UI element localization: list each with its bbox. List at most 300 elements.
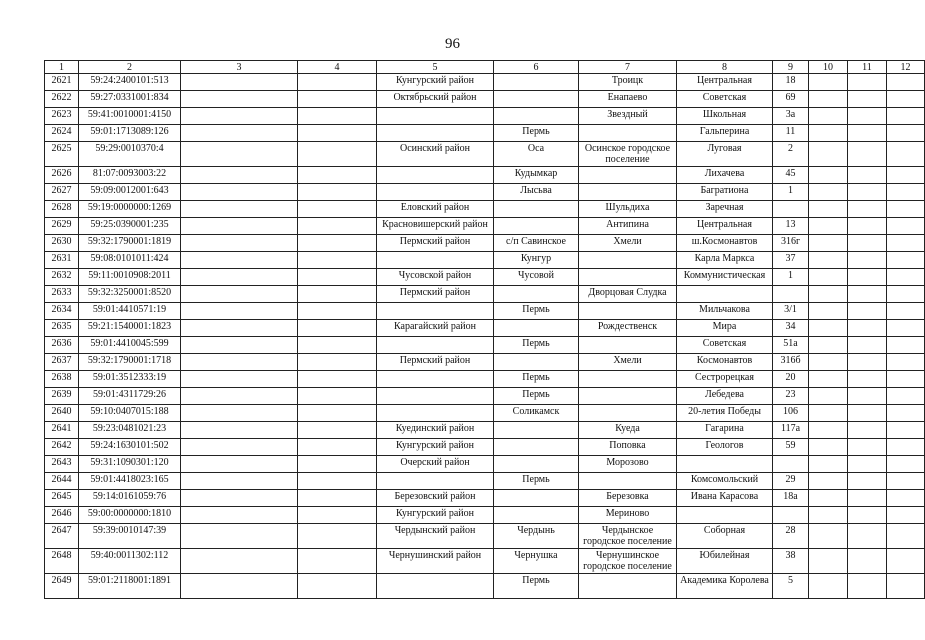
- cell-district: Очерский район: [377, 456, 494, 473]
- cell-col-12: [887, 252, 925, 269]
- cell-cadastral-number: 59:41:0010001:4150: [79, 108, 181, 125]
- cell-district: [377, 167, 494, 184]
- cell-city: Пермь: [494, 574, 579, 599]
- cell-col-11: [848, 549, 887, 574]
- cell-district: [377, 303, 494, 320]
- cell-col-12: [887, 507, 925, 524]
- cell-col-11: [848, 439, 887, 456]
- cell-col-10: [809, 108, 848, 125]
- table-row: [45, 201, 925, 218]
- cell-col-3: [181, 490, 298, 507]
- cell-cadastral-number: 81:07:0093003:22: [79, 167, 181, 184]
- cell-district: Осинский район: [377, 142, 494, 167]
- cell-col-3: [181, 125, 298, 142]
- cell-settlement: [579, 184, 677, 201]
- cell-col-3: [181, 184, 298, 201]
- cell-city: Пермь: [494, 337, 579, 354]
- cell-row-number: 2632: [45, 269, 79, 286]
- cell-cadastral-number: 59:19:0000000:1269: [79, 201, 181, 218]
- cell-col-10: [809, 507, 848, 524]
- cell-col-12: [887, 337, 925, 354]
- cell-col-11: [848, 473, 887, 490]
- table-row: [45, 354, 925, 371]
- cell-district: Куединский район: [377, 422, 494, 439]
- cell-city: [494, 201, 579, 218]
- cell-settlement: Осинское городское поселение: [579, 142, 677, 167]
- cell-col-11: [848, 218, 887, 235]
- cell-row-number: 2625: [45, 142, 79, 167]
- cell-col-10: [809, 125, 848, 142]
- table-row: [45, 303, 925, 320]
- cell-district: [377, 388, 494, 405]
- cell-row-number: 2622: [45, 91, 79, 108]
- cell-col-12: [887, 167, 925, 184]
- cell-col-3: [181, 235, 298, 252]
- cell-col-12: [887, 201, 925, 218]
- cell-row-number: 2630: [45, 235, 79, 252]
- cell-col-12: [887, 142, 925, 167]
- cell-cadastral-number: 59:25:0390001:235: [79, 218, 181, 235]
- cell-city: [494, 507, 579, 524]
- cell-district: [377, 574, 494, 599]
- cell-col-4: [298, 125, 377, 142]
- cell-street: [677, 456, 773, 473]
- cell-district: Октябрьский район: [377, 91, 494, 108]
- cell-col-3: [181, 473, 298, 490]
- table-row: [45, 184, 925, 201]
- cell-col-12: [887, 125, 925, 142]
- column-header-9: 9: [773, 61, 809, 74]
- cell-col-10: [809, 167, 848, 184]
- cell-cadastral-number: 59:01:2118001:1891: [79, 574, 181, 599]
- cell-row-number: 2637: [45, 354, 79, 371]
- cell-row-number: 2647: [45, 524, 79, 549]
- cell-house-number: 20: [773, 371, 809, 388]
- cell-house-number: 117а: [773, 422, 809, 439]
- cell-district: Кунгурский район: [377, 74, 494, 91]
- cell-col-10: [809, 303, 848, 320]
- cell-col-12: [887, 549, 925, 574]
- cell-house-number: 3/1: [773, 303, 809, 320]
- column-header-8: 8: [677, 61, 773, 74]
- cell-district: Чернушинский район: [377, 549, 494, 574]
- cell-col-12: [887, 91, 925, 108]
- cell-col-11: [848, 574, 887, 599]
- cell-street: Заречная: [677, 201, 773, 218]
- column-header-1: 1: [45, 61, 79, 74]
- cell-row-number: 2627: [45, 184, 79, 201]
- cell-col-4: [298, 320, 377, 337]
- table-row: [45, 218, 925, 235]
- cell-settlement: [579, 388, 677, 405]
- table-row: [45, 507, 925, 524]
- cell-col-10: [809, 405, 848, 422]
- cell-col-3: [181, 354, 298, 371]
- cell-house-number: 11: [773, 125, 809, 142]
- cell-col-11: [848, 524, 887, 549]
- column-header-5: 5: [377, 61, 494, 74]
- cell-settlement: Енапаево: [579, 91, 677, 108]
- cell-col-4: [298, 201, 377, 218]
- cell-settlement: Чердынское городское поселение: [579, 524, 677, 549]
- cell-col-3: [181, 371, 298, 388]
- cell-col-4: [298, 142, 377, 167]
- cell-settlement: [579, 371, 677, 388]
- cell-col-12: [887, 473, 925, 490]
- cell-col-3: [181, 252, 298, 269]
- cell-row-number: 2640: [45, 405, 79, 422]
- cell-cadastral-number: 59:01:4418023:165: [79, 473, 181, 490]
- cell-house-number: 23: [773, 388, 809, 405]
- cell-col-10: [809, 456, 848, 473]
- cell-col-3: [181, 286, 298, 303]
- cell-street: Соборная: [677, 524, 773, 549]
- cell-house-number: 3а: [773, 108, 809, 125]
- cell-col-3: [181, 549, 298, 574]
- cell-col-11: [848, 507, 887, 524]
- cell-col-10: [809, 269, 848, 286]
- table-row: [45, 371, 925, 388]
- cell-cadastral-number: 59:01:4410045:599: [79, 337, 181, 354]
- cell-col-12: [887, 218, 925, 235]
- cell-street: Советская: [677, 337, 773, 354]
- cell-col-12: [887, 456, 925, 473]
- cell-cadastral-number: 59:21:1540001:1823: [79, 320, 181, 337]
- cell-row-number: 2645: [45, 490, 79, 507]
- cell-col-10: [809, 218, 848, 235]
- cell-col-3: [181, 91, 298, 108]
- cell-house-number: 106: [773, 405, 809, 422]
- cell-settlement: Мериново: [579, 507, 677, 524]
- cell-col-3: [181, 269, 298, 286]
- cell-col-11: [848, 235, 887, 252]
- column-header-7: 7: [579, 61, 677, 74]
- cell-col-3: [181, 142, 298, 167]
- cell-city: Пермь: [494, 371, 579, 388]
- cell-col-10: [809, 320, 848, 337]
- cell-col-10: [809, 439, 848, 456]
- cell-col-11: [848, 201, 887, 218]
- cell-district: Пермский район: [377, 286, 494, 303]
- cell-settlement: [579, 303, 677, 320]
- cell-col-3: [181, 388, 298, 405]
- cell-city: [494, 91, 579, 108]
- cell-house-number: 45: [773, 167, 809, 184]
- cell-city: Пермь: [494, 473, 579, 490]
- cell-city: Кунгур: [494, 252, 579, 269]
- cell-city: [494, 439, 579, 456]
- cell-street: Гальперина: [677, 125, 773, 142]
- cell-row-number: 2631: [45, 252, 79, 269]
- cell-col-10: [809, 91, 848, 108]
- cell-col-12: [887, 74, 925, 91]
- cell-city: Чусовой: [494, 269, 579, 286]
- cell-house-number: 316г: [773, 235, 809, 252]
- cell-house-number: [773, 286, 809, 303]
- cell-house-number: 1: [773, 184, 809, 201]
- cell-col-11: [848, 337, 887, 354]
- table-row: [45, 142, 925, 167]
- cell-col-3: [181, 507, 298, 524]
- cell-settlement: [579, 125, 677, 142]
- cell-house-number: 2: [773, 142, 809, 167]
- cell-col-11: [848, 184, 887, 201]
- cell-col-4: [298, 354, 377, 371]
- cell-house-number: 59: [773, 439, 809, 456]
- cell-cadastral-number: 59:11:0010908:2011: [79, 269, 181, 286]
- cell-col-4: [298, 524, 377, 549]
- cell-district: Чусовской район: [377, 269, 494, 286]
- cell-col-10: [809, 142, 848, 167]
- cell-city: [494, 108, 579, 125]
- cell-col-12: [887, 354, 925, 371]
- table-row: [45, 320, 925, 337]
- cell-district: Кунгурский район: [377, 507, 494, 524]
- cell-street: Ивана Карасова: [677, 490, 773, 507]
- cell-col-12: [887, 439, 925, 456]
- column-header-3: 3: [181, 61, 298, 74]
- cell-settlement: Куеда: [579, 422, 677, 439]
- table-row: [45, 574, 925, 599]
- cell-col-4: [298, 269, 377, 286]
- cell-col-4: [298, 549, 377, 574]
- cell-city: Лысьва: [494, 184, 579, 201]
- cell-settlement: Чернушинское городское поселение: [579, 549, 677, 574]
- column-header-6: 6: [494, 61, 579, 74]
- cell-col-10: [809, 286, 848, 303]
- cell-col-11: [848, 405, 887, 422]
- column-header-4: 4: [298, 61, 377, 74]
- cell-col-4: [298, 235, 377, 252]
- cell-col-10: [809, 524, 848, 549]
- cell-col-12: [887, 184, 925, 201]
- cell-col-10: [809, 354, 848, 371]
- cell-district: Чердынский район: [377, 524, 494, 549]
- cell-district: [377, 184, 494, 201]
- cell-cadastral-number: 59:01:4311729:26: [79, 388, 181, 405]
- cell-col-4: [298, 507, 377, 524]
- cell-col-3: [181, 405, 298, 422]
- cell-col-11: [848, 91, 887, 108]
- cell-row-number: 2634: [45, 303, 79, 320]
- cell-col-10: [809, 201, 848, 218]
- cell-cadastral-number: 59:31:1090301:120: [79, 456, 181, 473]
- cell-row-number: 2623: [45, 108, 79, 125]
- cell-col-4: [298, 456, 377, 473]
- cell-settlement: Хмели: [579, 354, 677, 371]
- cell-col-11: [848, 252, 887, 269]
- table-row: [45, 74, 925, 91]
- cell-cadastral-number: 59:09:0012001:643: [79, 184, 181, 201]
- table-row: [45, 269, 925, 286]
- cell-col-10: [809, 184, 848, 201]
- cell-col-12: [887, 303, 925, 320]
- cell-settlement: [579, 167, 677, 184]
- cell-house-number: [773, 507, 809, 524]
- cell-house-number: 34: [773, 320, 809, 337]
- cell-row-number: 2633: [45, 286, 79, 303]
- table-row: [45, 125, 925, 142]
- registry-table: [44, 60, 925, 599]
- cell-col-10: [809, 252, 848, 269]
- table-row: [45, 405, 925, 422]
- cell-col-10: [809, 490, 848, 507]
- cell-col-12: [887, 235, 925, 252]
- cell-cadastral-number: 59:10:0407015:188: [79, 405, 181, 422]
- cell-row-number: 2628: [45, 201, 79, 218]
- cell-city: [494, 286, 579, 303]
- cell-row-number: 2649: [45, 574, 79, 599]
- cell-col-10: [809, 549, 848, 574]
- cell-col-11: [848, 422, 887, 439]
- cell-col-10: [809, 388, 848, 405]
- cell-col-3: [181, 218, 298, 235]
- cell-row-number: 2646: [45, 507, 79, 524]
- cell-street: Геологов: [677, 439, 773, 456]
- cell-house-number: 51а: [773, 337, 809, 354]
- cell-city: [494, 320, 579, 337]
- cell-district: [377, 405, 494, 422]
- cell-settlement: [579, 337, 677, 354]
- cell-street: Школьная: [677, 108, 773, 125]
- cell-col-4: [298, 286, 377, 303]
- cell-street: Лихачева: [677, 167, 773, 184]
- cell-col-12: [887, 422, 925, 439]
- cell-col-3: [181, 201, 298, 218]
- cell-settlement: Троицк: [579, 74, 677, 91]
- cell-city: Пермь: [494, 303, 579, 320]
- cell-district: Пермский район: [377, 235, 494, 252]
- cell-col-4: [298, 405, 377, 422]
- cell-col-12: [887, 524, 925, 549]
- cell-city: [494, 354, 579, 371]
- cell-col-11: [848, 125, 887, 142]
- cell-street: Комсомольский: [677, 473, 773, 490]
- table-row: [45, 235, 925, 252]
- cell-col-4: [298, 91, 377, 108]
- cell-cadastral-number: 59:24:1630101:502: [79, 439, 181, 456]
- cell-house-number: 18а: [773, 490, 809, 507]
- cell-col-4: [298, 473, 377, 490]
- cell-col-3: [181, 320, 298, 337]
- cell-col-12: [887, 490, 925, 507]
- cell-col-4: [298, 218, 377, 235]
- cell-col-3: [181, 167, 298, 184]
- cell-district: Еловский район: [377, 201, 494, 218]
- cell-district: [377, 108, 494, 125]
- cell-settlement: Антипина: [579, 218, 677, 235]
- cell-house-number: 37: [773, 252, 809, 269]
- cell-col-3: [181, 108, 298, 125]
- cell-city: [494, 422, 579, 439]
- cell-district: [377, 252, 494, 269]
- cell-col-3: [181, 439, 298, 456]
- cell-house-number: 13: [773, 218, 809, 235]
- cell-col-11: [848, 490, 887, 507]
- cell-city: Соликамск: [494, 405, 579, 422]
- cell-row-number: 2643: [45, 456, 79, 473]
- cell-settlement: Дворцовая Слудка: [579, 286, 677, 303]
- cell-cadastral-number: 59:24:2400101:513: [79, 74, 181, 91]
- cell-col-10: [809, 337, 848, 354]
- cell-settlement: [579, 405, 677, 422]
- cell-col-12: [887, 108, 925, 125]
- cell-col-3: [181, 456, 298, 473]
- cell-cadastral-number: 59:27:0331001:834: [79, 91, 181, 108]
- cell-col-4: [298, 439, 377, 456]
- cell-street: Юбилейная: [677, 549, 773, 574]
- cell-district: Березовский район: [377, 490, 494, 507]
- cell-settlement: [579, 574, 677, 599]
- cell-street: ш.Космонавтов: [677, 235, 773, 252]
- column-header-11: 11: [848, 61, 887, 74]
- cell-col-4: [298, 388, 377, 405]
- table-row: [45, 167, 925, 184]
- cell-col-10: [809, 473, 848, 490]
- cell-street: Карла Маркса: [677, 252, 773, 269]
- cell-col-11: [848, 303, 887, 320]
- cell-cadastral-number: 59:32:3250001:8520: [79, 286, 181, 303]
- cell-house-number: 69: [773, 91, 809, 108]
- cell-street: Центральная: [677, 74, 773, 91]
- cell-street: Космонавтов: [677, 354, 773, 371]
- cell-street: Багратиона: [677, 184, 773, 201]
- cell-house-number: [773, 456, 809, 473]
- cell-district: [377, 337, 494, 354]
- cell-city: с/п Савинское: [494, 235, 579, 252]
- cell-col-11: [848, 456, 887, 473]
- cell-col-11: [848, 388, 887, 405]
- table-row: [45, 252, 925, 269]
- table-row: [45, 337, 925, 354]
- cell-settlement: Шульдиха: [579, 201, 677, 218]
- cell-col-11: [848, 354, 887, 371]
- cell-col-11: [848, 108, 887, 125]
- cell-street: Центральная: [677, 218, 773, 235]
- cell-district: [377, 125, 494, 142]
- cell-street: Советская: [677, 91, 773, 108]
- table-row: [45, 456, 925, 473]
- cell-col-12: [887, 405, 925, 422]
- cell-house-number: 38: [773, 549, 809, 574]
- cell-district: [377, 371, 494, 388]
- cell-row-number: 2624: [45, 125, 79, 142]
- cell-col-4: [298, 574, 377, 599]
- cell-col-10: [809, 235, 848, 252]
- cell-col-10: [809, 422, 848, 439]
- cell-house-number: 316б: [773, 354, 809, 371]
- cell-col-10: [809, 574, 848, 599]
- cell-city: Оса: [494, 142, 579, 167]
- cell-row-number: 2644: [45, 473, 79, 490]
- cell-cadastral-number: 59:32:1790001:1718: [79, 354, 181, 371]
- cell-cadastral-number: 59:01:3512333:19: [79, 371, 181, 388]
- cell-cadastral-number: 59:39:0010147:39: [79, 524, 181, 549]
- cell-row-number: 2639: [45, 388, 79, 405]
- cell-col-4: [298, 371, 377, 388]
- cell-city: Кудымкар: [494, 167, 579, 184]
- table-row: [45, 439, 925, 456]
- cell-settlement: [579, 269, 677, 286]
- cell-city: [494, 218, 579, 235]
- cell-street: Мира: [677, 320, 773, 337]
- cell-row-number: 2626: [45, 167, 79, 184]
- cell-settlement: Морозово: [579, 456, 677, 473]
- cell-cadastral-number: 59:23:0481021:23: [79, 422, 181, 439]
- cell-house-number: 5: [773, 574, 809, 599]
- column-header-10: 10: [809, 61, 848, 74]
- cell-house-number: [773, 201, 809, 218]
